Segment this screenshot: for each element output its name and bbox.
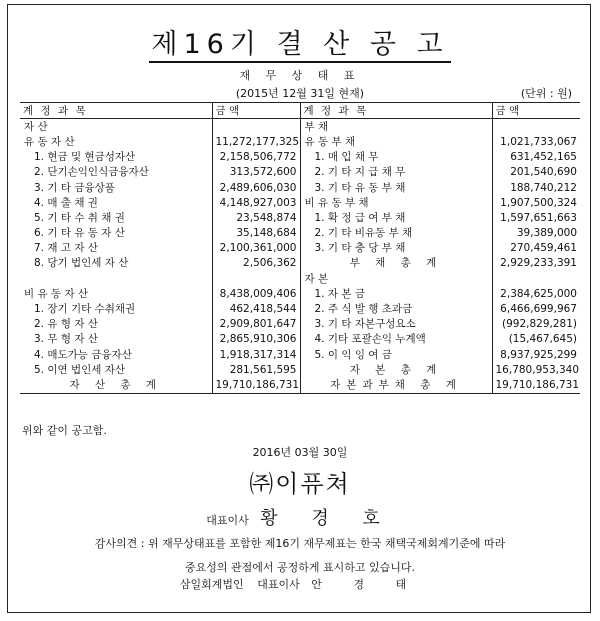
table-row [20,347,580,362]
amount-left [212,119,300,135]
ceo-line [0,504,600,530]
header-amount-right: 금 액 [492,103,580,119]
amount-right: 1,597,651,663 [500,211,577,224]
amount-left: 2,865,910,306 [212,332,300,347]
account-right: 부 채 총 계 [300,256,492,271]
account-left: 5. 기 타 수 취 채 권 [20,210,212,225]
amount-left: 2,158,506,772 [212,150,300,165]
amount-right: 631,452,165 [510,151,577,164]
table-row [20,286,580,301]
account-left: 5. 이연 법인세 자산 [20,362,212,377]
amount-left: 2,909,801,647 [212,317,300,332]
amount-left: 1,918,317,314 [212,347,300,362]
amount-left: 23,548,874 [212,210,300,225]
amount-left: 2,506,362 [212,256,300,271]
account-right: 유 동 부 채 [300,134,492,149]
table-row [20,241,580,256]
account-left: 7. 재 고 자 산 [20,241,212,256]
account-right: 1. 자 본 금 [300,286,492,301]
amount-right: 201,540,690 [510,166,577,179]
account-left: 2. 유 형 자 산 [20,317,212,332]
amount-left: 8,438,009,406 [212,286,300,301]
amount-right: 19,710,186,731 [492,377,580,393]
table-row [20,150,580,165]
auditor-line [0,576,600,592]
account-right: 비 유 동 부 채 [300,195,492,210]
account-left: 유 동 자 산 [20,134,212,149]
table-row [20,180,580,195]
account-right: 1. 확 정 급 여 부 채 [300,210,492,225]
table-row [20,301,580,316]
account-right: 3. 기 타 자본구성요소 [300,317,492,332]
company-name: ㈜이퓨쳐 [249,470,351,498]
account-left: 8. 당기 법인세 자 산 [20,256,212,271]
amount-right: 6,466,699,967 [500,303,577,316]
notice-text: 위와 같이 공고함. [22,424,107,437]
amount-left: 4,148,927,003 [212,195,300,210]
table-row [20,317,580,332]
amount-right: 16,780,953,340 [495,363,579,376]
account-right: 2. 기 타 지 급 채 무 [300,165,492,180]
amount-right: 188,740,212 [510,181,577,194]
auditor-firm: 삼일회계법인 [179,578,244,591]
unit-label: (단위 : 원) [520,87,572,100]
amount-left: 35,148,684 [212,226,300,241]
account-left: 4. 매 출 채 권 [20,195,212,210]
amount-right: 8,937,925,299 [500,348,577,361]
table-row [20,377,580,393]
auditor-name: 안 경 태 [311,578,421,591]
table-row [20,226,580,241]
amount-left: 462,418,544 [212,301,300,316]
table-row [20,119,580,135]
account-right: 1. 매 입 채 무 [300,150,492,165]
amount-right: 1,021,733,067 [500,135,577,148]
account-right: 5. 이 익 잉 여 금 [300,347,492,362]
table-row [20,362,580,377]
amount-left [212,271,300,286]
amount-right: 2,384,625,000 [500,287,577,300]
amount-left: 313,572,600 [212,165,300,180]
account-right: 자 본 [300,271,492,286]
account-right: 자 본 총 계 [300,362,492,377]
opinion-line-2: 중요성의 관점에서 공정하게 표시하고 있습니다. [184,561,415,574]
account-left: 4. 매도가능 금융자산 [20,347,212,362]
ceo-title: 대표이사 [206,514,249,527]
audit-opinion [0,532,600,580]
account-right: 2. 주 식 발 행 초과금 [300,301,492,316]
account-right: 2. 기 타 비유동 부 채 [300,226,492,241]
page-title: 제16기 결 산 공 고 [0,22,600,61]
header-amount-left: 금 액 [212,103,300,119]
account-right: 4. 기타 포괄손익 누계액 [300,332,492,347]
as-of-date: (2015년 12월 31일 현재) [235,87,365,100]
account-left: 6. 기 타 유 동 자 산 [20,226,212,241]
amount-right: 1,907,500,324 [500,196,577,209]
account-left: 1. 장기 기타 수취채권 [20,301,212,316]
amount-left: 2,100,361,000 [212,241,300,256]
amount-left: 11,272,177,325 [212,134,300,149]
table-row [20,271,580,286]
table-header-row [20,103,580,119]
table-row [20,195,580,210]
amount-right: 270,459,461 [510,242,577,255]
account-left: 자 산 [20,119,212,135]
header-account-right: 계 정 과 목 [300,103,492,119]
table-row [20,332,580,347]
amount-right: (15,467,645) [508,333,577,346]
account-right: 3. 기 타 충 당 부 채 [300,241,492,256]
amount-right [492,271,580,286]
amount-right [492,119,580,135]
account-left: 비 유 동 자 산 [20,286,212,301]
statement-title: 재 무 상 태 표 [239,69,361,82]
account-right: 부 채 [300,119,492,135]
amount-right: 2,929,233,391 [500,257,577,270]
header-account-left: 계 정 과 목 [20,103,212,119]
account-left [20,271,212,286]
table-row [20,210,580,225]
account-left: 2. 단기손익인식금융자산 [20,165,212,180]
table-row [20,165,580,180]
auditor-title: 대표이사 [257,578,300,591]
amount-left: 2,489,606,030 [212,180,300,195]
ceo-name: 황 경 호 [260,508,394,529]
amount-left: 19,710,186,731 [212,377,300,393]
table-row [20,134,580,149]
amount-right: 39,389,000 [516,227,577,240]
amount-left: 281,561,595 [212,362,300,377]
account-right: 3. 기 타 유 동 부 채 [300,180,492,195]
amount-right: (992,829,281) [502,318,577,331]
account-left: 1. 현금 및 현금성자산 [20,150,212,165]
account-left: 자 산 총 계 [20,377,212,393]
account-left: 3. 무 형 자 산 [20,332,212,347]
balance-sheet-table [20,102,580,394]
table-row [20,256,580,271]
report-date: 2016년 03월 30일 [252,446,348,459]
account-left: 3. 기 타 금융상품 [20,180,212,195]
account-right: 자본과부채 총 계 [300,377,492,393]
opinion-line-1: 감사의견 : 위 재무상태표를 포함한 제16기 재무제표는 한국 채택국제회계기준에 따라 [94,537,506,550]
